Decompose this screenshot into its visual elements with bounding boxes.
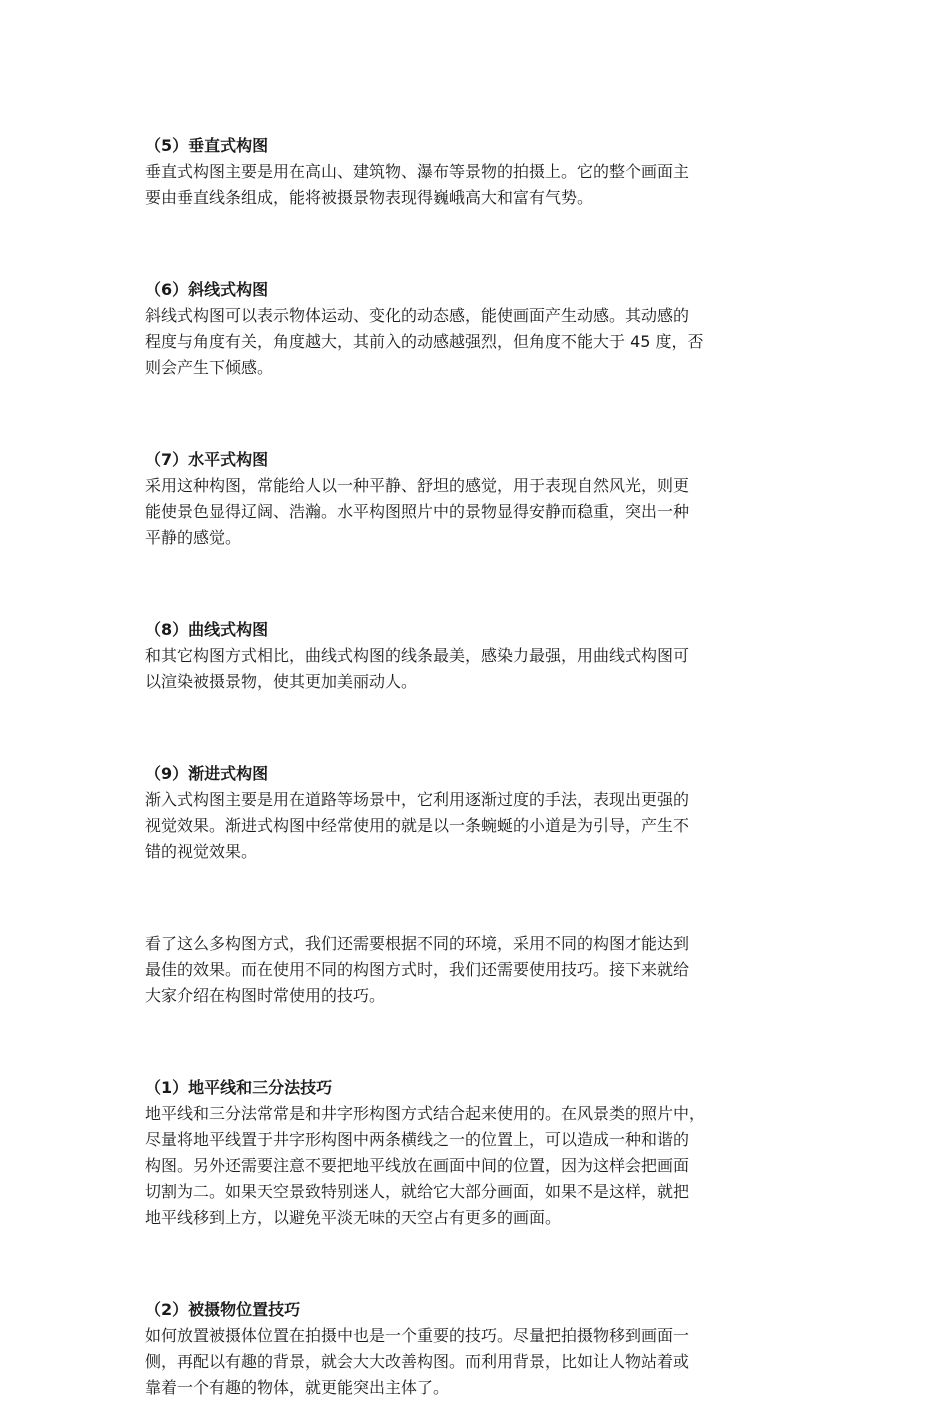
paragraph-line: 靠着一个有趣的物体，就更能突出主体了。 [145, 1378, 450, 1397]
paragraph-line: 采用这种构图，常能给人以一种平静、舒坦的感觉，用于表现自然风光，则更 [145, 476, 690, 495]
paragraph-line: 切割为二。如果天空景致特别迷人，就给它大部分画面，如果不是这样，就把 [145, 1182, 690, 1201]
paragraph-line: 侧，再配以有趣的背景，就会大大改善构图。而利用背景，比如让人物站着或 [145, 1352, 690, 1371]
paragraph-line: 地平线和三分法常常是和井字形构图方式结合起来使用的。在风景类的照片中， [145, 1104, 706, 1123]
paragraph-line: 和其它构图方式相比，曲线式构图的线条最美，感染力最强，用曲线式构图可 [145, 646, 690, 665]
section-spacer [145, 381, 825, 447]
section-heading: （9）渐进式构图 [145, 764, 269, 783]
section-curve-composition [145, 617, 825, 695]
section-heading: （2）被摄物位置技巧 [145, 1300, 301, 1319]
section-heading: （1）地平线和三分法技巧 [145, 1078, 333, 1097]
paragraph-line: 垂直式构图主要是用在高山、建筑物、瀑布等景物的拍摄上。它的整个画面主 [145, 162, 690, 181]
section-intro-techniques [145, 931, 825, 1009]
paragraph-line: 地平线移到上方，以避免平淡无味的天空占有更多的画面。 [145, 1208, 562, 1227]
paragraph-line: 平静的感觉。 [145, 528, 242, 547]
section-vertical-composition [145, 133, 825, 211]
section-subject-position [145, 1297, 825, 1401]
section-spacer [145, 551, 825, 617]
paragraph-line: 尽量将地平线置于井字形构图中两条横线之一的位置上，可以造成一种和谐的 [145, 1130, 690, 1149]
paragraph-line: 大家介绍在构图时常使用的技巧。 [145, 986, 386, 1005]
paragraph-line: 程度与角度有关，角度越大，其前入的动感越强烈，但角度不能大于 45 度，否 [145, 332, 704, 351]
section-horizon-thirds [145, 1075, 825, 1231]
paragraph-line: 如何放置被摄体位置在拍摄中也是一个重要的技巧。尽量把拍摄物移到画面一 [145, 1326, 690, 1345]
paragraph-line: 视觉效果。渐进式构图中经常使用的就是以一条蜿蜒的小道是为引导，产生不 [145, 816, 690, 835]
paragraph-line: 错的视觉效果。 [145, 842, 258, 861]
section-diagonal-composition [145, 277, 825, 381]
section-spacer [145, 865, 825, 931]
section-progressive-composition [145, 761, 825, 865]
section-heading: （7）水平式构图 [145, 450, 269, 469]
paragraph-line: 斜线式构图可以表示物体运动、变化的动态感，能使画面产生动感。其动感的 [145, 306, 690, 325]
section-spacer [145, 1231, 825, 1297]
paragraph-line: 以渲染被摄景物，使其更加美丽动人。 [145, 672, 418, 691]
section-heading: （8）曲线式构图 [145, 620, 269, 639]
document-page [145, 133, 825, 1401]
section-spacer [145, 211, 825, 277]
section-heading: （6）斜线式构图 [145, 280, 269, 299]
section-horizontal-composition [145, 447, 825, 551]
paragraph-line: 构图。另外还需要注意不要把地平线放在画面中间的位置，因为这样会把画面 [145, 1156, 690, 1175]
paragraph-line: 看了这么多构图方式，我们还需要根据不同的环境，采用不同的构图才能达到 [145, 934, 690, 953]
paragraph-line: 则会产生下倾感。 [145, 358, 274, 377]
paragraph-line: 最佳的效果。而在使用不同的构图方式时，我们还需要使用技巧。接下来就给 [145, 960, 690, 979]
section-heading: （5）垂直式构图 [145, 136, 269, 155]
paragraph-line: 要由垂直线条组成，能将被摄景物表现得巍峨高大和富有气势。 [145, 188, 594, 207]
paragraph-line: 能使景色显得辽阔、浩瀚。水平构图照片中的景物显得安静而稳重，突出一种 [145, 502, 690, 521]
section-spacer [145, 1009, 825, 1075]
paragraph-line: 渐入式构图主要是用在道路等场景中，它利用逐渐过度的手法，表现出更强的 [145, 790, 690, 809]
section-spacer [145, 695, 825, 761]
